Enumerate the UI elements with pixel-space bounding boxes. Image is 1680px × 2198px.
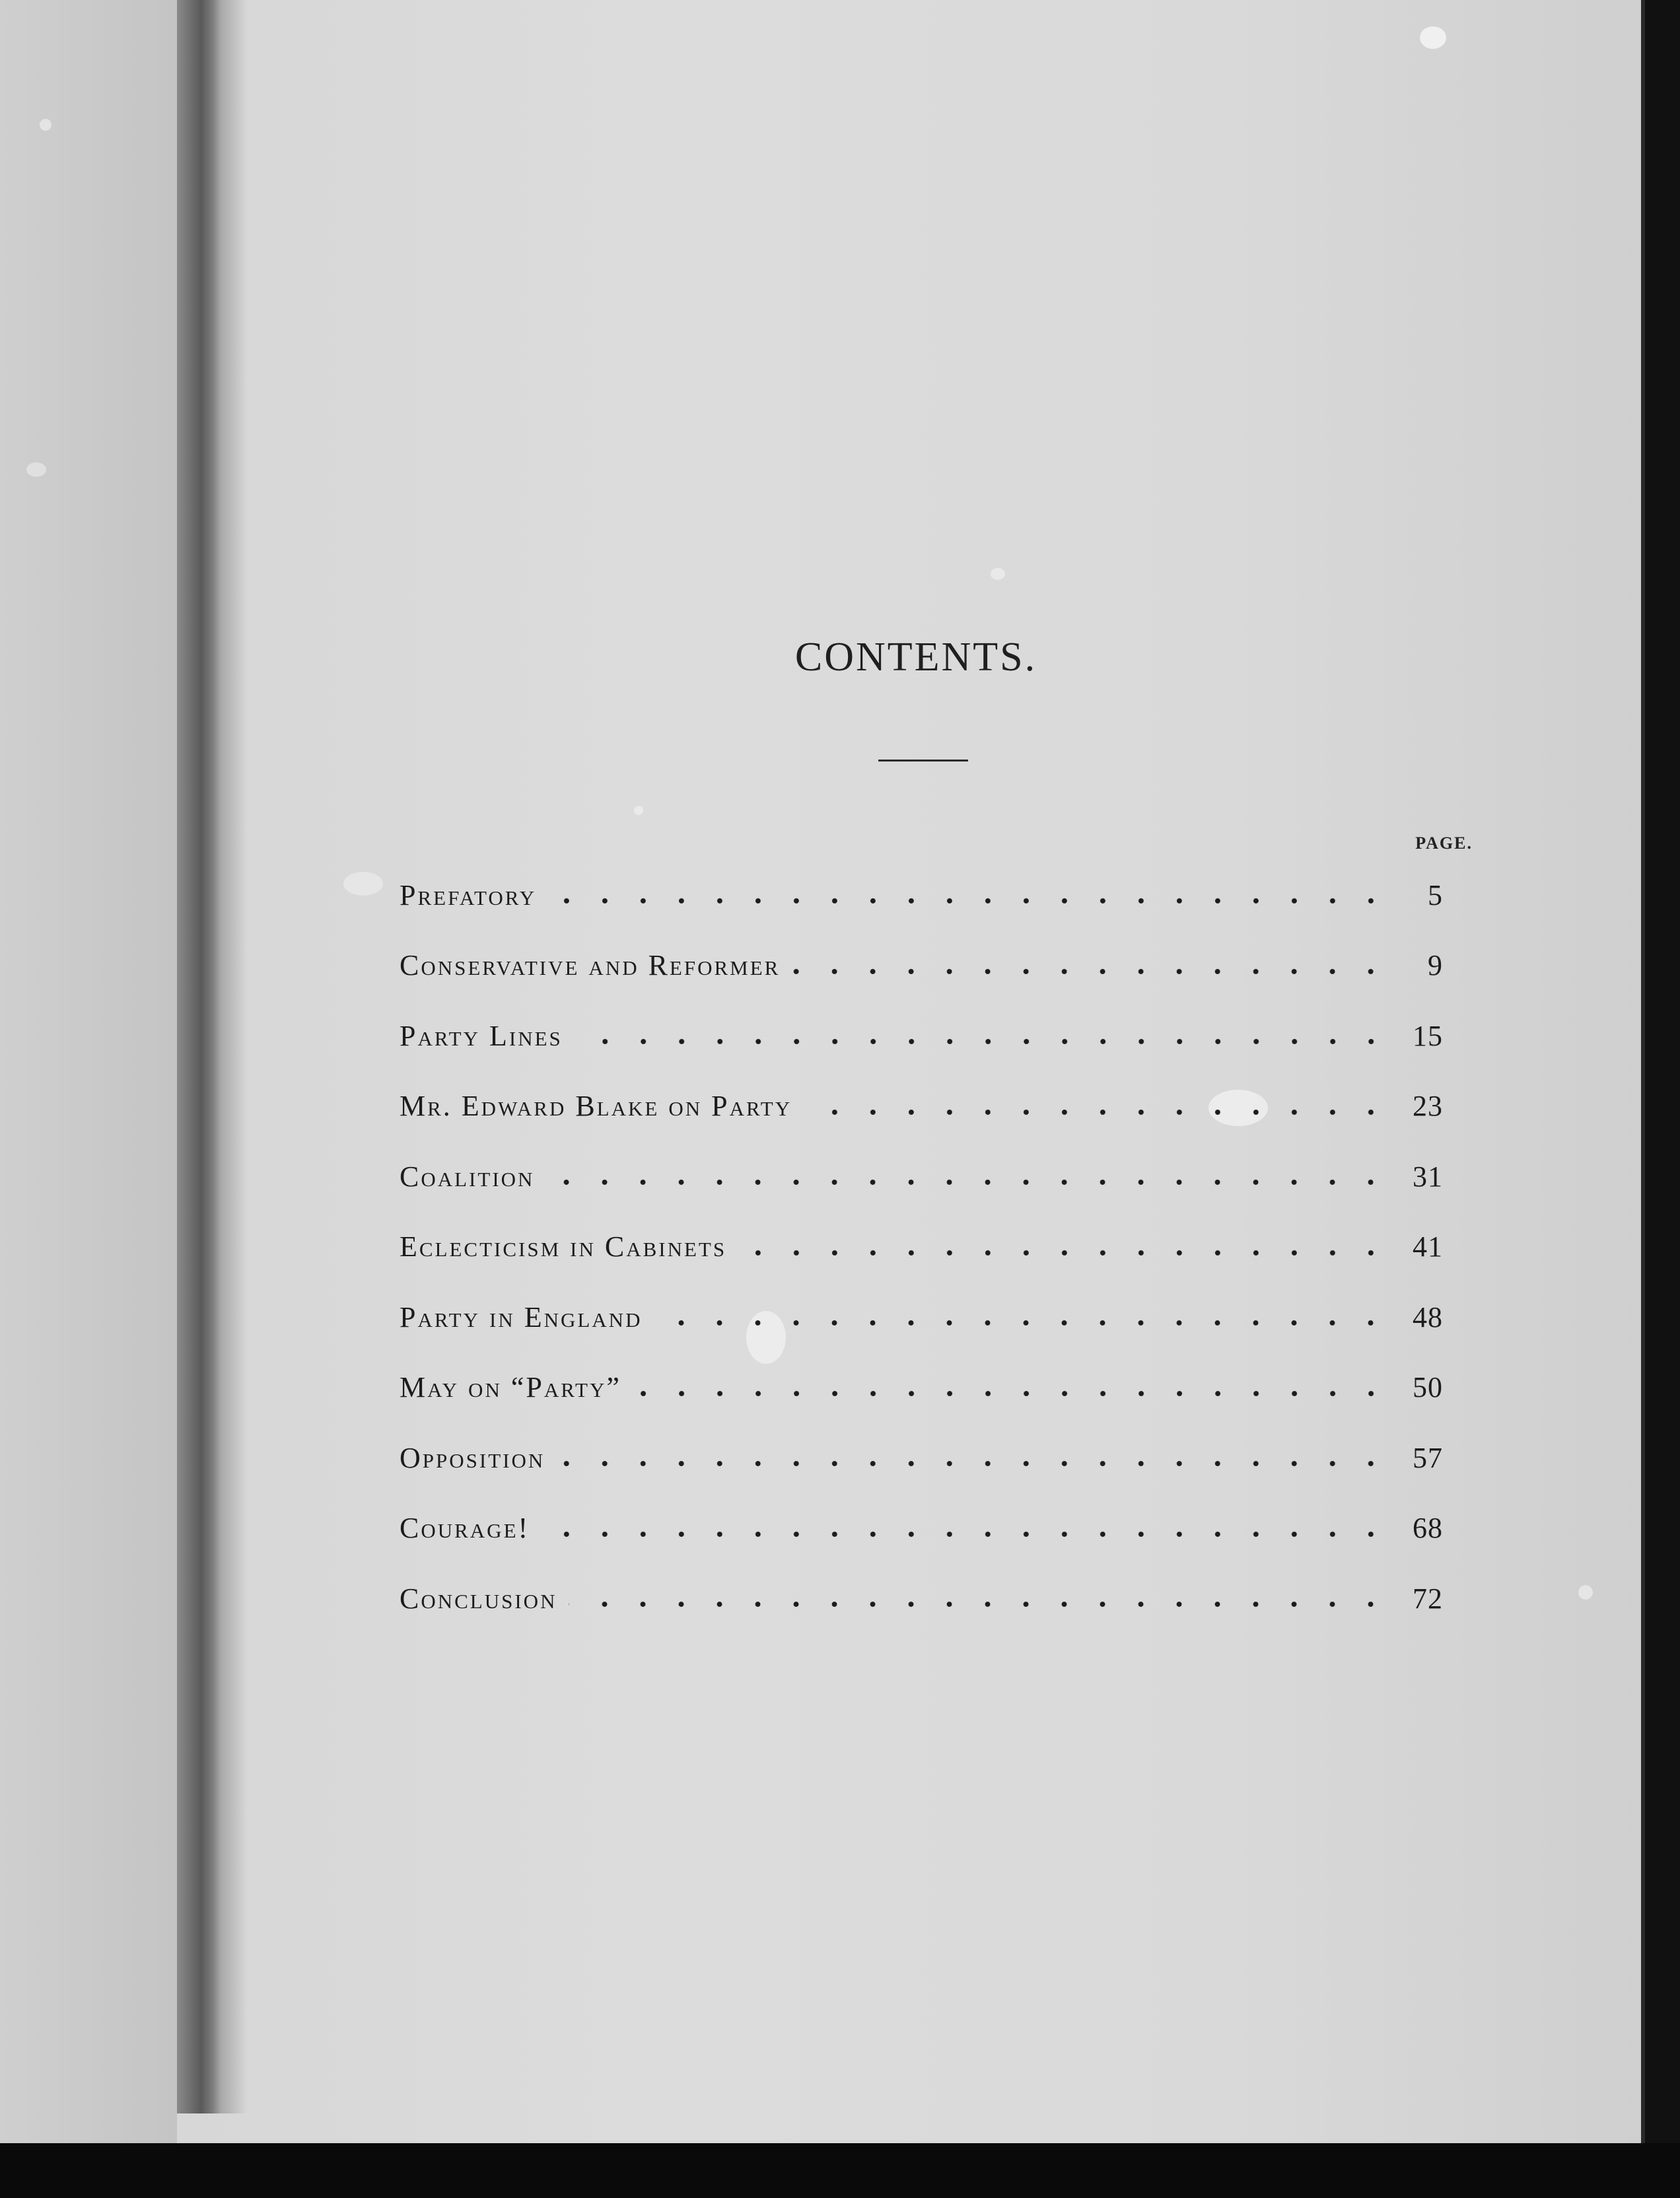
toc-entry-title: Prefatory <box>400 878 537 911</box>
leader-dots <box>633 1390 1390 1397</box>
toc-entry <box>400 1493 1443 1564</box>
toc-entry-page: 31 <box>1413 1160 1443 1193</box>
toc-entry <box>400 1141 1443 1212</box>
toc-entry <box>400 1563 1443 1634</box>
leader-dots <box>804 1109 1390 1116</box>
leader-dots <box>792 968 1390 975</box>
toc-entry-page: 68 <box>1413 1512 1443 1545</box>
book-gutter <box>177 0 221 2113</box>
toc-entry-title: Courage! <box>400 1512 530 1545</box>
gutter-shadow <box>221 0 247 2113</box>
toc-entry-title: Party Lines <box>400 1019 563 1052</box>
toc-entry-title: Party in England <box>400 1300 643 1333</box>
toc-entry <box>400 1071 1443 1142</box>
toc-entry-page: 23 <box>1413 1090 1443 1123</box>
toc-entry-title: Coalition <box>400 1160 535 1193</box>
toc-entry-page: 72 <box>1413 1582 1443 1615</box>
toc-entry-page: 50 <box>1413 1371 1443 1404</box>
page-title: CONTENTS. <box>794 635 1037 680</box>
scan-speck <box>40 119 52 131</box>
scan-speck <box>343 872 383 896</box>
table-of-contents <box>400 860 1443 1634</box>
toc-entry <box>400 1001 1443 1071</box>
toc-entry <box>400 860 1443 931</box>
toc-entry <box>400 1282 1443 1353</box>
facing-page-edge <box>0 0 177 2143</box>
toc-entry-page: 5 <box>1428 878 1443 911</box>
toc-entry-page: 9 <box>1428 949 1443 982</box>
toc-entry-page: 48 <box>1413 1300 1443 1333</box>
toc-entry <box>400 1423 1443 1493</box>
scan-speck <box>26 462 46 477</box>
leader-dots <box>654 1320 1390 1326</box>
toc-entry-title: Eclecticism in Cabinets <box>400 1230 727 1263</box>
scan-speck <box>1420 26 1446 49</box>
leader-dots <box>548 898 1390 904</box>
toc-entry-title: Opposition <box>400 1441 545 1474</box>
toc-entry-page: 15 <box>1413 1019 1443 1052</box>
leader-dots <box>575 1038 1390 1045</box>
toc-entry-title: Conservative and Reformer <box>400 949 781 982</box>
scan-border-bottom <box>0 2143 1680 2198</box>
toc-entry-page: 41 <box>1413 1230 1443 1263</box>
scan-border-right <box>1645 0 1680 2198</box>
toc-entry <box>400 1353 1443 1423</box>
toc-entry-title: Mr. Edward Blake on Party <box>400 1090 792 1123</box>
scan-speck <box>1578 1585 1593 1600</box>
leader-dots <box>569 1601 1390 1608</box>
toc-entry <box>400 1212 1443 1283</box>
leader-dots <box>542 1531 1390 1538</box>
page-column-label: PAGE. <box>1415 833 1473 853</box>
leader-dots <box>557 1460 1390 1467</box>
leader-dots <box>738 1250 1390 1256</box>
scan-speck <box>634 806 643 815</box>
leader-dots <box>546 1179 1390 1186</box>
title-rule <box>878 760 968 762</box>
toc-entry-page: 57 <box>1413 1441 1443 1474</box>
toc-entry <box>400 931 1443 1001</box>
scan-speck <box>991 568 1005 580</box>
toc-entry-title: Conclusion <box>400 1582 557 1615</box>
toc-entry-title: May on “Party” <box>400 1371 621 1404</box>
